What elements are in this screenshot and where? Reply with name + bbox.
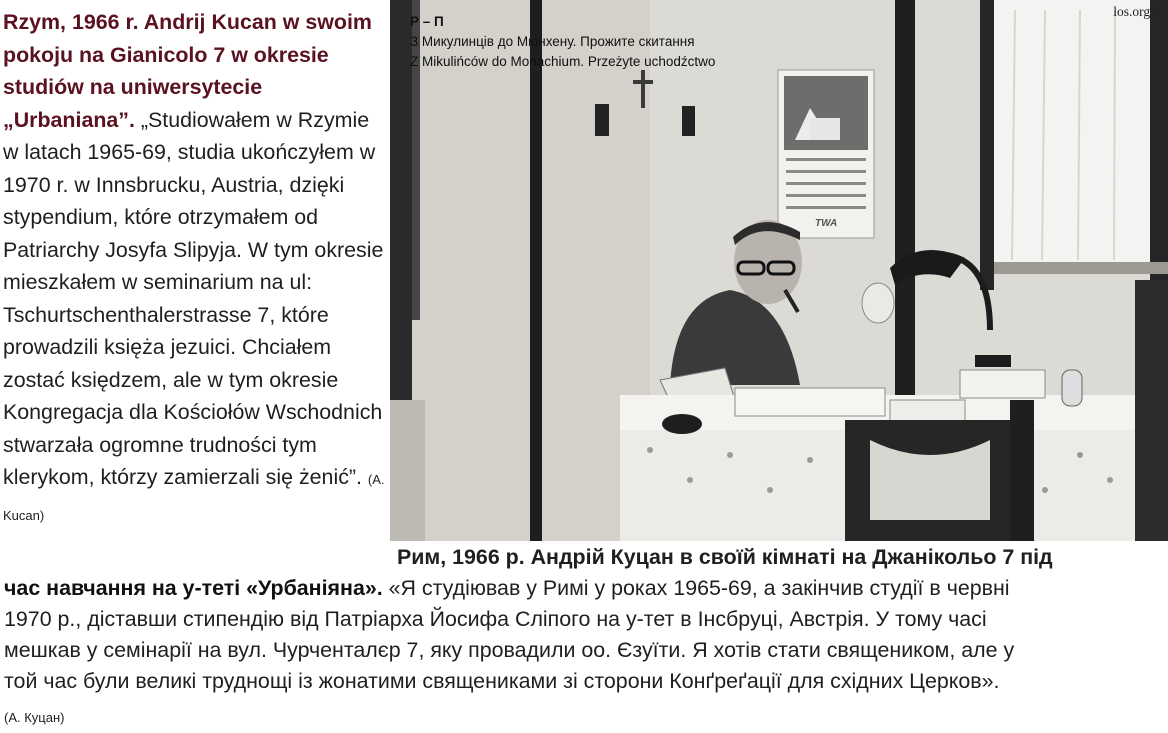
photo-header <box>410 12 715 72</box>
polish-caption-body: „Studiowałem w Rzymie w latach 1965-69, studia ukończyłem w 1970 r. w Innsbrucku, Austria, dzięki stypendium, które otrzymałem od Patriarchy Josyfa Slipyja. W tym okresie mieszkałem w seminarium na ul: Tschurtschenthalerstrasse 7, które prowadzili księża jezuici. Chciałem zostać księdzem, ale w tym okresie Kongregacja dla Kościołów Wschodnich stwarzała ogromne trudności tym klerykom, którzy zamierzali się żenić”. <box>3 107 384 489</box>
photo-header-line-uk: З Микулинців до Мюнхену. Прожите скитання <box>410 34 695 49</box>
historical-photo <box>390 0 1168 541</box>
photo-header-title: Р – П <box>410 14 444 29</box>
ukrainian-caption-heading-part1: Рим, 1966 р. Андрій Куцан в своїй кімнаті на Джанікольо 7 під <box>397 545 1053 569</box>
room-photo-illustration <box>390 0 1168 541</box>
ukrainian-caption-line1 <box>4 573 1010 604</box>
calendar-brand: TWA <box>815 218 838 229</box>
ukrainian-caption-attribution: (А. Куцан) <box>4 710 65 725</box>
ukrainian-caption-line2: 1970 р., діставши стипендію від Патріарха Йосифа Сліпого на у-тет в Інсбруці, Австрія. У тому часі <box>4 607 987 631</box>
polish-caption-attribution: (A. Kucan) <box>3 472 385 523</box>
watermark: los.org.pl <box>1113 4 1164 19</box>
ukrainian-caption-line3: мешкав у семінарії на вул. Чурченталєр 7, яку провадили оо. Єзуїти. Я хотів стати священиком, але у <box>4 638 1015 662</box>
ukrainian-caption-heading-part2: час навчання на у-теті «Урбаніяна». <box>4 576 383 600</box>
photo-header-line-pl: Z Mikulińców do Monachium. Przeżyte uchodźctwo <box>410 54 716 69</box>
polish-caption-heading: Rzym, 1966 r. Andrij Kucan w swoim pokoju na Gianicolo 7 w okresie studiów na uniwersytecie „Urbaniana”. <box>3 10 372 132</box>
polish-caption <box>3 6 385 532</box>
ukrainian-caption-line4: той час були великі труднощі із жонатими священиками зі сторони Конґреґації для східних Церков». <box>4 669 1000 693</box>
ukrainian-caption-line1-rest: «Я студіював у Римі у роках 1965-69, а закінчив студії в червні <box>388 576 1010 600</box>
